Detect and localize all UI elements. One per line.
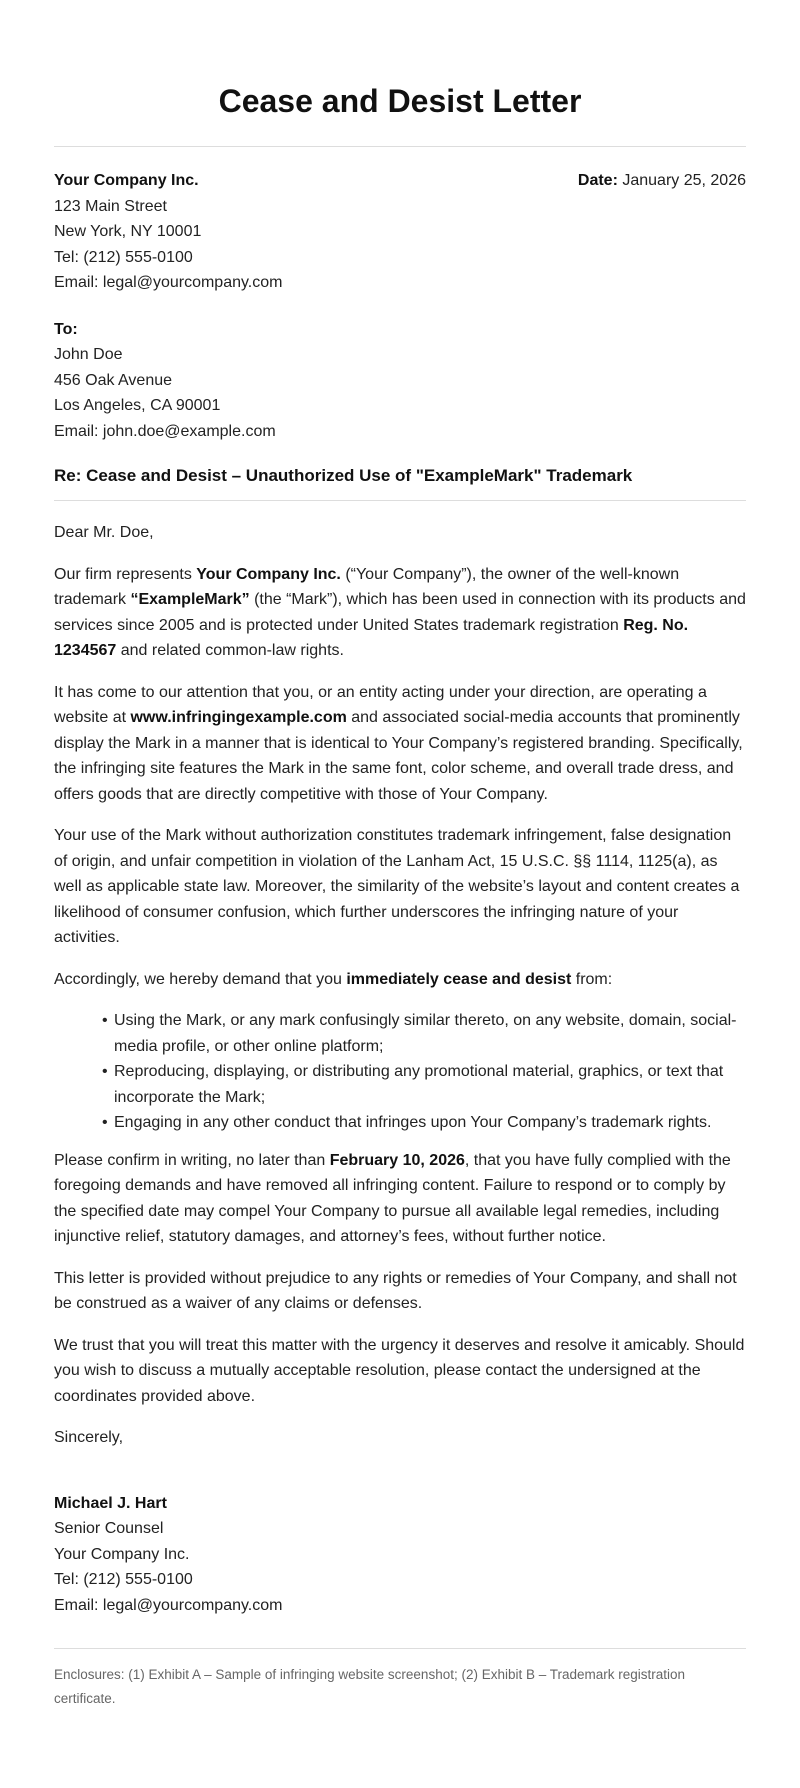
recipient-name: John Doe <box>54 346 123 363</box>
list-item <box>102 1008 746 1059</box>
sender-street: 123 Main Street <box>54 197 167 215</box>
sender-tel: Tel: (212) 555-0100 <box>54 248 193 266</box>
sender-address <box>54 168 282 296</box>
demand-phrase-bold: immediately cease and desist <box>346 970 572 988</box>
recipient-address <box>54 317 746 445</box>
sender-company: Your Company Inc. <box>54 172 199 189</box>
recipient-city: Los Angeles, CA 90001 <box>54 397 221 414</box>
infringing-website-bold: www.infringingexample.com <box>130 709 347 726</box>
paragraph-demand-intro <box>54 967 746 993</box>
paragraph-resolution: We trust that you will treat this matter with the urgency it deserves and resolve it amicably. Should you wish to discuss a mutually acceptable resolution, please contact the undersigned at the coordinates provided above. <box>54 1336 745 1405</box>
recipient-street: 456 Oak Avenue <box>54 371 173 389</box>
recipient-label: To: <box>54 320 78 338</box>
closing: Sincerely, <box>54 1429 124 1446</box>
footer-divider <box>54 1648 746 1649</box>
sender-email: Email: legal@yourcompany.com <box>54 274 283 291</box>
text-run: Our firm represents <box>54 565 197 583</box>
paragraph-without-prejudice: This letter is provided without prejudice to any rights or remedies of Your Company, and shall not be construed as a waiver of any claims or defenses. <box>54 1269 737 1312</box>
letter-header <box>54 168 746 296</box>
paragraph-representation <box>54 562 746 664</box>
text-run: Please confirm in writing, no later than <box>54 1151 330 1169</box>
subject-line: Re: Cease and Desist – Unauthorized Use of "ExampleMark" Trademark <box>54 466 633 485</box>
paragraph-deadline <box>54 1148 746 1250</box>
signatory-name: Michael J. Hart <box>54 1494 167 1512</box>
subject-divider <box>54 500 746 501</box>
list-item <box>102 1059 746 1110</box>
signatory-company: Your Company Inc. <box>54 1545 190 1563</box>
text-run: Accordingly, we hereby demand that you <box>54 970 347 988</box>
letter-body <box>54 520 746 1451</box>
text-run: from: <box>571 970 613 988</box>
signatory-role: Senior Counsel <box>54 1520 164 1537</box>
page-title: Cease and Desist Letter <box>218 83 582 119</box>
recipient-email: Email: john.doe@example.com <box>54 422 276 440</box>
signatory-tel: Tel: (212) 555-0100 <box>54 1571 193 1588</box>
demands-list <box>54 1008 746 1136</box>
company-name-bold: Your Company Inc. <box>196 565 341 583</box>
paragraph-legal-basis: Your use of the Mark without authorization constitutes trademark infringement, false designation of origin, and unfair competition in violation of the Lanham Act, 15 U.S.C. §§ 1114, 1125(a), as well as applicable state law. Moreover, the similarity of the website’s layout and content creates a likelihood of consumer confusion, which further underscores the infringing nature of your activities. <box>54 827 740 946</box>
bullet-icon: • <box>102 1063 108 1080</box>
salutation: Dear Mr. Doe, <box>54 524 154 541</box>
signature-block <box>54 1491 746 1619</box>
deadline-date-bold: February 10, 2026 <box>329 1151 465 1169</box>
demand-text: Engaging in any other conduct that infringes upon Your Company’s trademark rights. <box>114 1114 712 1131</box>
date-value: January 25, 2026 <box>617 172 746 189</box>
paragraph-infringement-discovery <box>54 680 746 808</box>
text-run: , that you have fully complied with the foregoing demands and have removed all infringing content. Failure to respond or to comply by the specified date may compel Your Company to pursue all available legal remedies, including injunctive relief, statutory damages, and attorney’s fees, without further notice. <box>54 1151 731 1245</box>
letter-date <box>578 168 746 194</box>
mark-name-bold: “ExampleMark” <box>130 591 250 608</box>
demand-text: Reproducing, displaying, or distributing any promotional material, graphics, or text that incorporate the Mark; <box>114 1063 724 1106</box>
registration-number-bold: Reg. No. 1234567 <box>54 616 689 659</box>
text-run: (the “Mark”), which has been used in connection with its products and services since 2005 and is protected under United States trademark registration <box>54 591 746 634</box>
text-run: and associated social-media accounts that prominently display the Mark in a manner that is identical to Your Company’s registered branding. Specifically, the infringing site features the Mark in the same font, color scheme, and overall trade dress, and offers goods that are directly competitive with those of Your Company. <box>54 709 743 803</box>
bullet-icon: • <box>102 1012 108 1029</box>
signatory-email: Email: legal@yourcompany.com <box>54 1596 283 1614</box>
enclosures-note: Enclosures: (1) Exhibit A – Sample of infringing website screenshot; (2) Exhibit B – Trademark registration certificate. <box>54 1667 686 1706</box>
title-divider <box>54 146 746 147</box>
bullet-icon: • <box>102 1114 108 1131</box>
text-run: It has come to our attention that you, or an entity acting under your direction, are operating a website at <box>54 683 707 726</box>
sender-city: New York, NY 10001 <box>54 223 202 240</box>
list-item <box>102 1110 746 1136</box>
text-run: (“Your Company”), the owner of the well-known trademark <box>54 565 680 608</box>
text-run: and related common-law rights. <box>116 642 344 659</box>
demand-text: Using the Mark, or any mark confusingly similar thereto, on any website, domain, social-media profile, or other online platform; <box>114 1012 737 1055</box>
date-label: Date: <box>577 172 618 189</box>
